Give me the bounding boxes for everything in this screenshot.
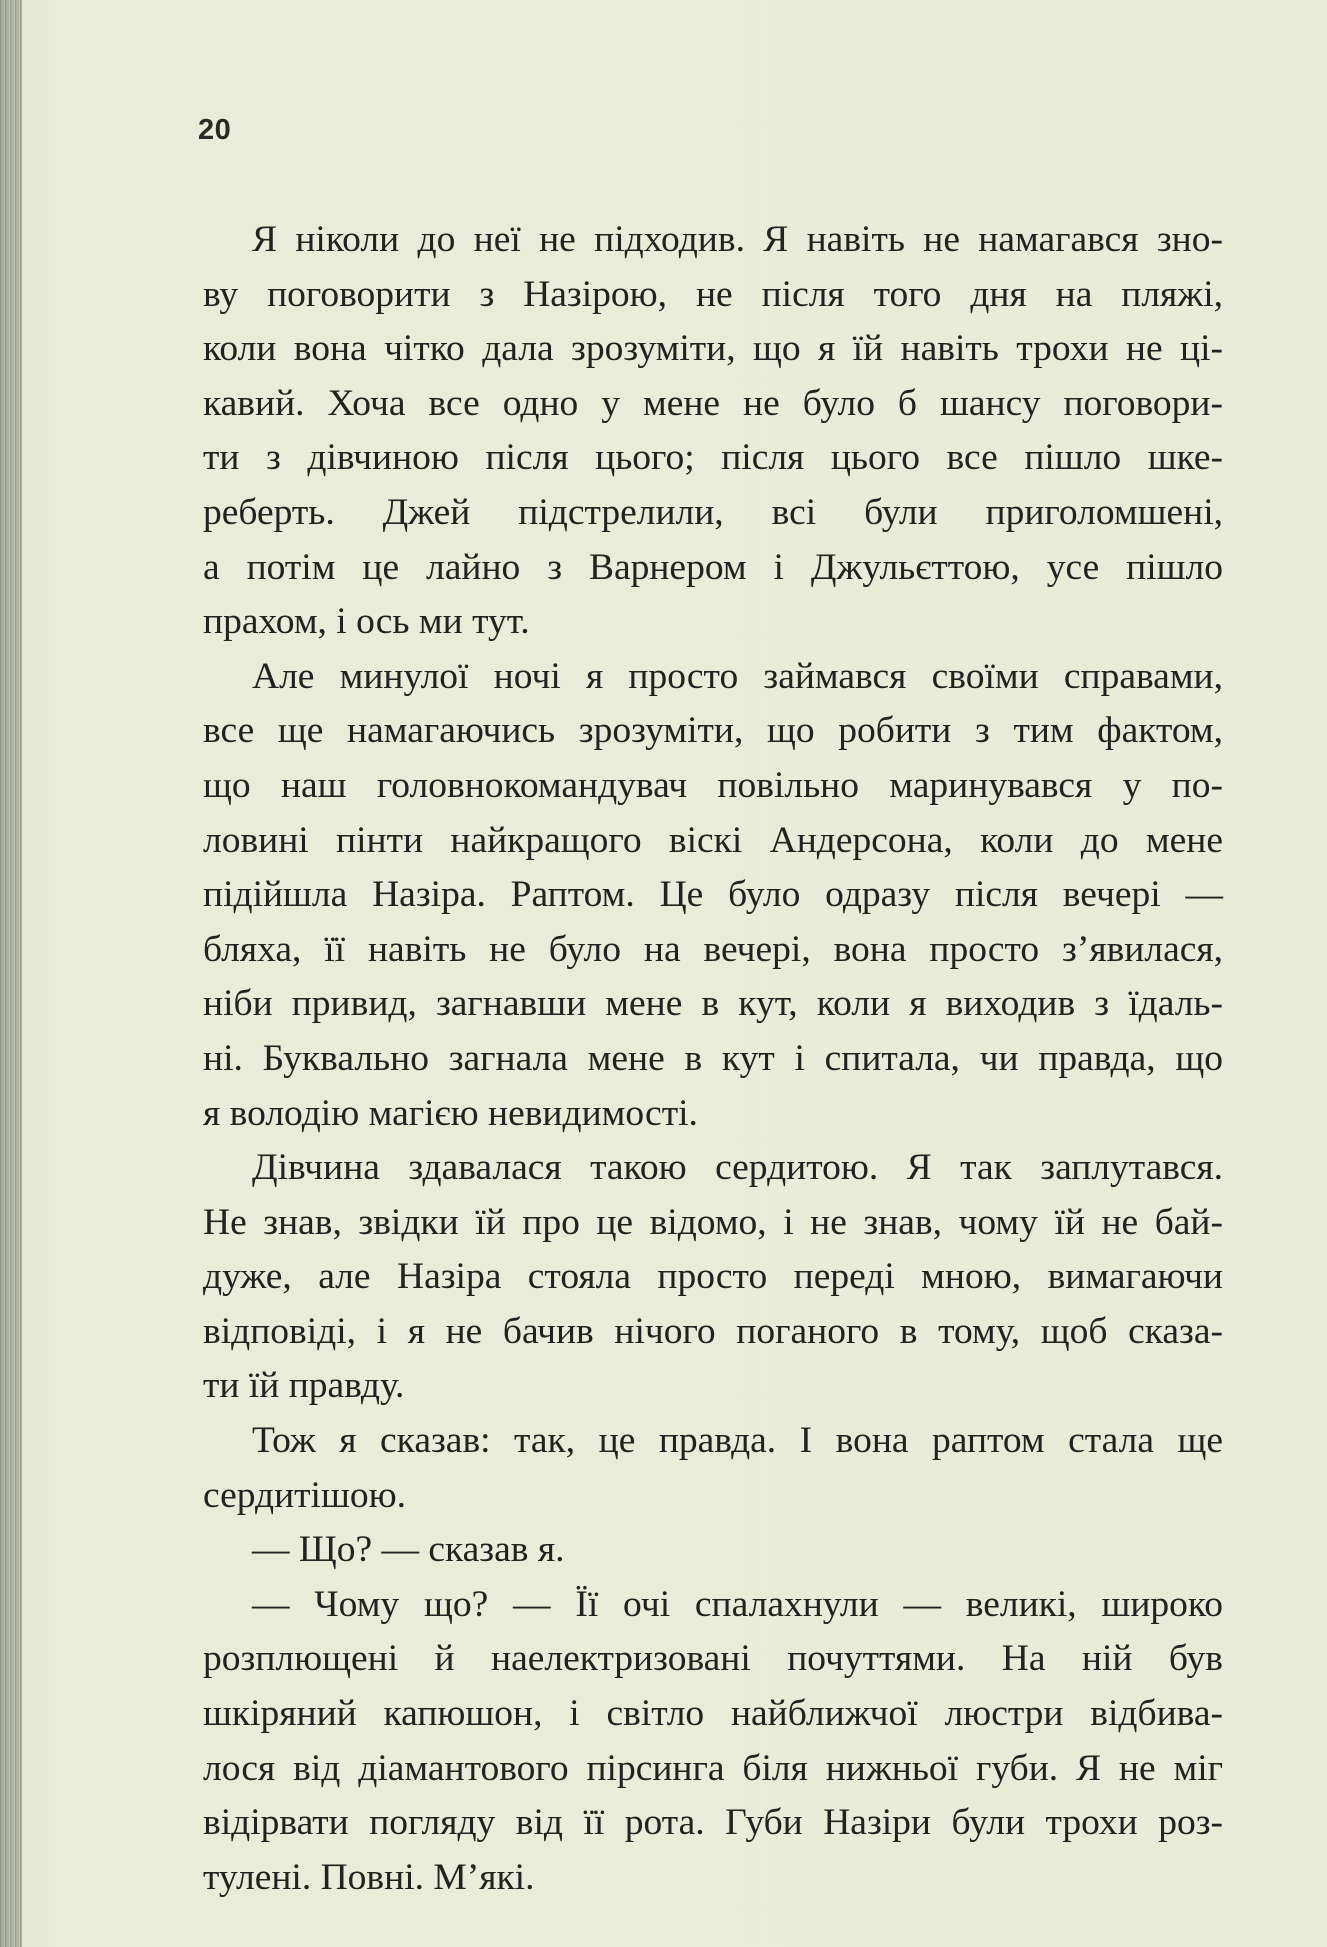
text-line: все ще намагаючись зрозуміти, що робити з тим фактом, xyxy=(203,710,1223,752)
text-line: Я ніколи до неї не підходив. Я навіть не намагався зно- xyxy=(252,219,1223,260)
text-line: Тож я сказав: так, це правда. І вона раптом стала ще xyxy=(252,1420,1223,1462)
text-line: ти їй правду. xyxy=(203,1365,405,1407)
text-line: лося від діамантового пірсинга біля нижньої губи. Я не міг xyxy=(203,1747,1223,1789)
text-line: шкіряний капюшон, і світло найближчої люстри відбива- xyxy=(203,1693,1223,1735)
text-line: реберть. Джей підстрелили, всі були приголомшені, xyxy=(203,491,1223,533)
text-line: ні. Буквально загнала мене в кут і спитала, чи правда, що xyxy=(203,1037,1223,1079)
text-line: що наш головнокомандувач повільно маринувався у по- xyxy=(203,764,1223,806)
text-line: ніби привид, загнавши мене в кут, коли я виходив з їдаль- xyxy=(203,983,1223,1025)
text-line: підійшла Назіра. Раптом. Це було одразу після вечері — xyxy=(203,874,1223,916)
text-line: сердитішою. xyxy=(203,1474,406,1516)
text-line: — Що? — сказав я. xyxy=(252,1529,565,1571)
text-line: відірвати погляду від її рота. Губи Назіри були трохи роз- xyxy=(203,1802,1223,1844)
text-line: Дівчина здавалася такою сердитою. Я так заплутався. xyxy=(252,1147,1223,1189)
text-line: прахом, і ось ми тут. xyxy=(203,601,530,643)
text-line: розплющені й наелектризовані почуттями. На ній був xyxy=(203,1638,1223,1680)
text-line: ти з дівчиною після цього; після цього все пішло шке- xyxy=(203,437,1223,479)
text-line: ловині пінти найкращого віскі Андерсона, коли до мене xyxy=(203,819,1223,861)
text-line: коли вона чітко дала зрозуміти, що я їй навіть трохи не ці- xyxy=(203,328,1223,370)
text-line: Не знав, звідки їй про це відомо, і не знав, чому їй не бай- xyxy=(203,1201,1223,1243)
text-line: дуже, але Назіра стояла просто переді мною, вимагаючи xyxy=(203,1256,1223,1298)
text-line: кавий. Хоча все одно у мене не було б шансу поговори- xyxy=(203,382,1223,424)
text-line: бляха, її навіть не було на вечері, вона просто з’явилася, xyxy=(203,928,1223,970)
text-line: Але минулої ночі я просто займався своїми справами, xyxy=(252,655,1223,697)
body-text xyxy=(203,213,1223,1905)
page-stack-edge xyxy=(0,0,22,1947)
text-line: а потім це лайно з Варнером і Джульєттою, усе пішло xyxy=(203,546,1223,588)
text-line: тулені. Повні. М’які. xyxy=(203,1856,535,1898)
text-line: я володію магією невидимості. xyxy=(203,1092,698,1134)
text-line: відповіді, і я не бачив нічого поганого в тому, щоб сказа- xyxy=(203,1310,1223,1352)
text-line: — Чому що? — Її очі спалахнули — великі, широко xyxy=(252,1583,1223,1625)
text-line: ву поговорити з Назірою, не після того дня на пляжі, xyxy=(203,273,1223,315)
page-number: 20 xyxy=(198,114,232,146)
